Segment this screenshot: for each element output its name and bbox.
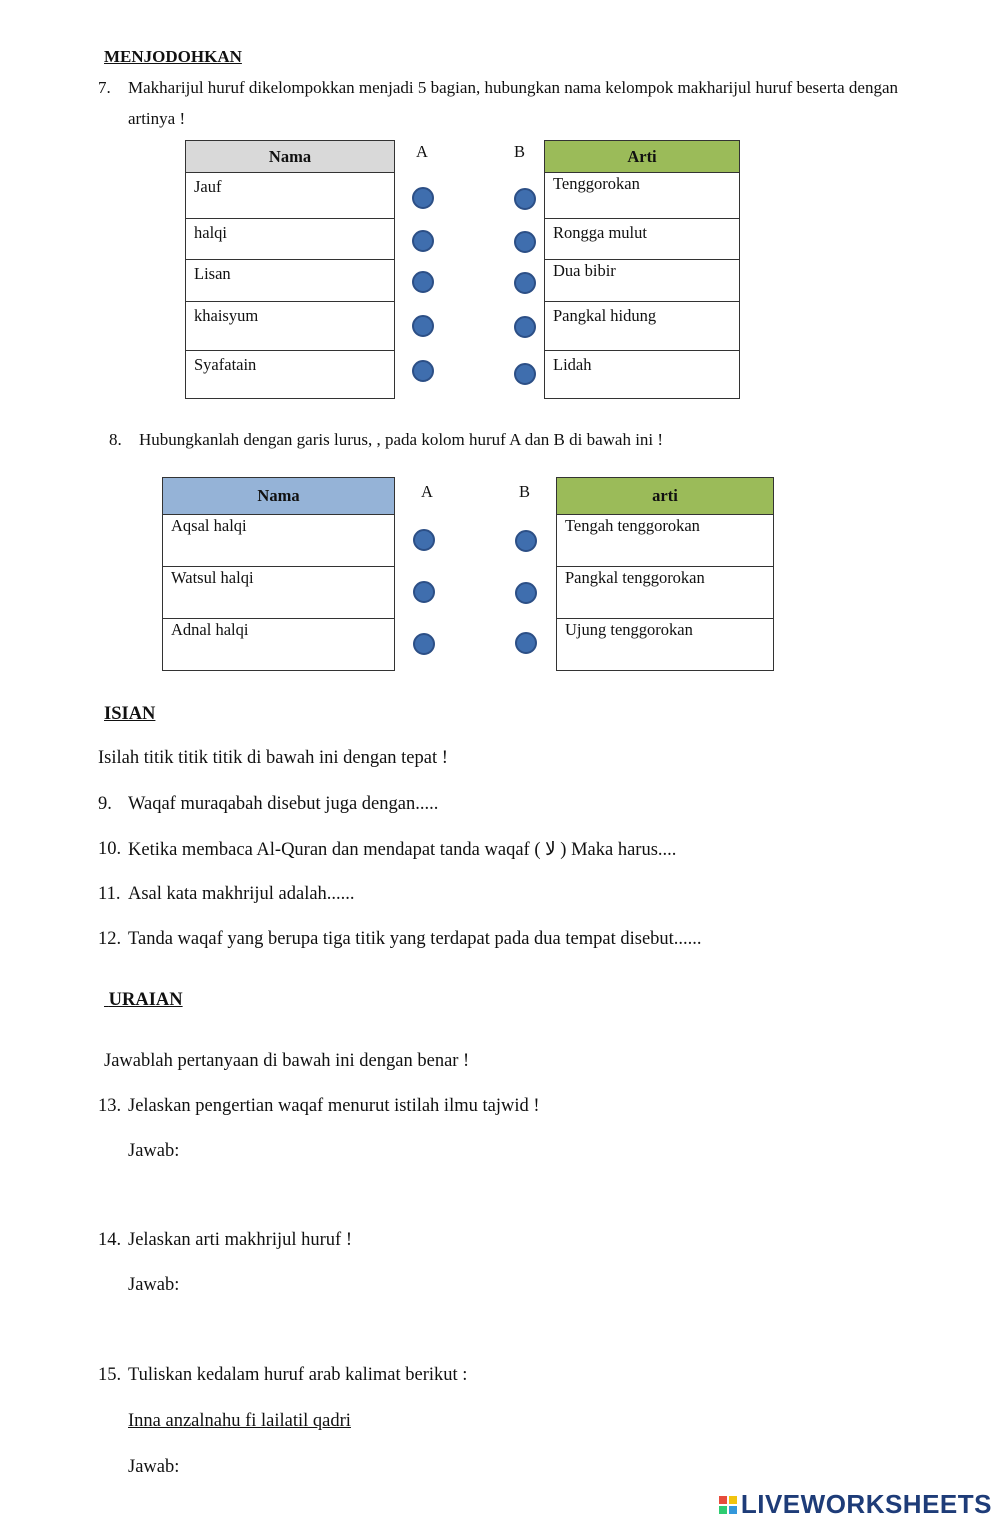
q7-name-cell: khaisyum: [186, 302, 395, 351]
q7-name-header: Nama: [186, 141, 395, 173]
question-8-number: 8.: [109, 430, 122, 449]
question-15-number: 15.: [98, 1365, 122, 1385]
isian-instruction: Isilah titik titik titik di bawah ini dengan tepat !: [98, 748, 448, 768]
q8-dot-a-1[interactable]: [413, 529, 435, 551]
q7-dot-a-4[interactable]: [412, 315, 434, 337]
q7-arti-header: Arti: [545, 141, 740, 173]
q8-arti-cell: Tengah tenggorokan: [557, 515, 774, 567]
q7-dot-a-5[interactable]: [412, 360, 434, 382]
question-14-answer-input[interactable]: [190, 1272, 794, 1300]
question-11-text: Asal kata makhrijul adalah......: [128, 884, 355, 904]
q7-name-cell: halqi: [186, 219, 395, 260]
q8-arti-cell: Ujung tenggorokan: [557, 619, 774, 671]
question-8-text: Hubungkanlah dengan garis lurus, , pada kolom huruf A dan B di bawah ini !: [139, 430, 664, 449]
question-10-text: Ketika membaca Al-Quran dan mendapat tanda waqaf ( لا ) Maka harus....: [128, 840, 677, 860]
section-heading-isian: ISIAN: [104, 704, 156, 724]
q8-dot-a-3[interactable]: [413, 633, 435, 655]
q8-name-header: Nama: [163, 478, 395, 515]
question-15-text: Tuliskan kedalam huruf arab kalimat berikut :: [128, 1365, 468, 1385]
question-10-number: 10.: [98, 839, 122, 859]
q7-dot-a-1[interactable]: [412, 187, 434, 209]
question-14-number: 14.: [98, 1230, 122, 1250]
question-9-text: Waqaf muraqabah disebut juga dengan.....: [128, 794, 439, 814]
question-7-text: Makharijul huruf dikelompokkan menjadi 5 bagian, hubungkan nama kelompok makharijul huruf beserta dengan: [128, 78, 898, 97]
question-12-number: 12.: [98, 929, 122, 949]
q8-name-cell: Adnal halqi: [163, 619, 395, 671]
q8-dot-b-3[interactable]: [515, 632, 537, 654]
q7-name-table: [185, 140, 395, 399]
q8-column-b-label: B: [519, 482, 531, 501]
q8-arti-cell: Pangkal tenggorokan: [557, 567, 774, 619]
question-11-number: 11.: [98, 884, 121, 904]
q7-arti-cell: Lidah: [545, 351, 740, 399]
q7-arti-cell: Pangkal hidung: [545, 302, 740, 351]
q7-dot-b-4[interactable]: [514, 316, 536, 338]
question-14-answer-label: Jawab:: [128, 1275, 180, 1295]
section-heading-menjodohkan: MENJODOHKAN: [104, 47, 242, 66]
logo-text: LIVEWORKSHEETS: [740, 1489, 992, 1519]
liveworksheets-logo: [719, 1489, 992, 1520]
q8-arti-table: [556, 477, 774, 671]
section-heading-uraian: URAIAN: [108, 990, 183, 1010]
q8-arti-header: arti: [557, 478, 774, 515]
q7-column-b-label: B: [514, 142, 526, 161]
q7-dot-a-2[interactable]: [412, 230, 434, 252]
q7-dot-b-5[interactable]: [514, 363, 536, 385]
question-12-text: Tanda waqaf yang berupa tiga titik yang terdapat pada dua tempat disebut......: [128, 929, 702, 949]
q7-name-cell: Syafatain: [186, 351, 395, 399]
uraian-instruction: Jawablah pertanyaan di bawah ini dengan benar !: [104, 1051, 470, 1071]
question-15-answer-input[interactable]: [190, 1454, 674, 1482]
question-9-number: 9.: [98, 794, 112, 814]
q7-column-a-label: A: [416, 142, 428, 161]
question-15-phrase: Inna anzalnahu fi lailatil qadri: [128, 1411, 351, 1431]
logo-mark-icon: [719, 1496, 737, 1514]
question-13-text: Jelaskan pengertian waqaf menurut istilah ilmu tajwid !: [128, 1096, 540, 1116]
q8-name-table: [162, 477, 395, 671]
q8-dot-b-1[interactable]: [515, 530, 537, 552]
q7-dot-b-1[interactable]: [514, 188, 536, 210]
q7-dot-b-3[interactable]: [514, 272, 536, 294]
q7-arti-cell: Rongga mulut: [545, 219, 740, 260]
q7-arti-table: [544, 140, 740, 399]
question-13-number: 13.: [98, 1096, 122, 1116]
q8-name-cell: Watsul halqi: [163, 567, 395, 619]
q8-column-a-label: A: [421, 482, 433, 501]
question-7-number: 7.: [98, 78, 111, 97]
q7-dot-b-2[interactable]: [514, 231, 536, 253]
q7-arti-cell: Tenggorokan: [545, 173, 740, 219]
q7-arti-cell: Dua bibir: [545, 260, 740, 302]
question-13-answer-label: Jawab:: [128, 1141, 180, 1161]
q8-dot-a-2[interactable]: [413, 581, 435, 603]
q8-dot-b-2[interactable]: [515, 582, 537, 604]
q7-dot-a-3[interactable]: [412, 271, 434, 293]
question-13-answer-input[interactable]: [190, 1138, 794, 1166]
q7-name-cell: Jauf: [186, 173, 395, 219]
question-15-answer-label: Jawab:: [128, 1457, 180, 1477]
question-14-text: Jelaskan arti makhrijul huruf !: [128, 1230, 352, 1250]
q8-name-cell: Aqsal halqi: [163, 515, 395, 567]
question-7-text-continued: artinya !: [128, 109, 186, 128]
q7-name-cell: Lisan: [186, 260, 395, 302]
